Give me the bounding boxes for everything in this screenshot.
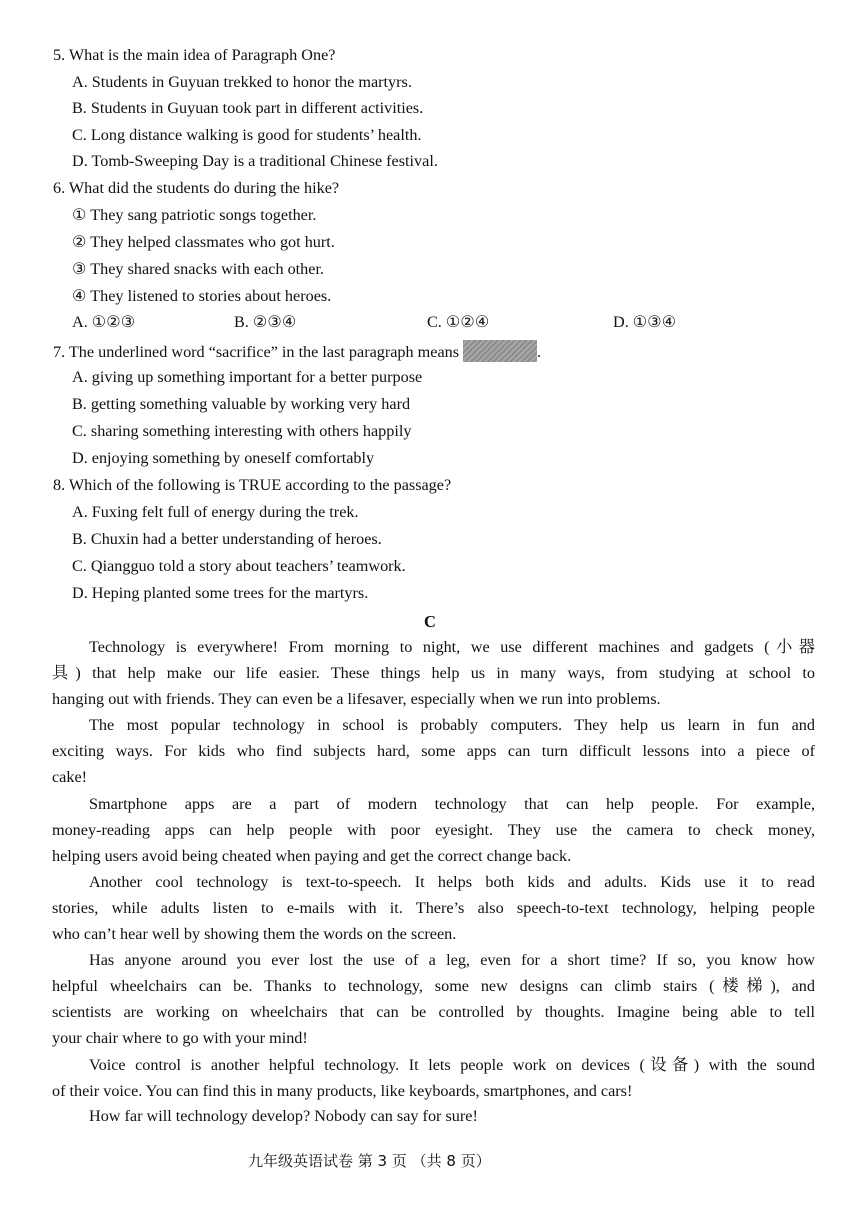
passage-line: who can’t hear well by showing them the words on the screen. <box>52 925 457 943</box>
passage-line: of their voice. You can find this in many products, like keyboards, smartphones, and cars! <box>52 1082 633 1100</box>
question-6-statement-3: ③ They shared snacks with each other. <box>72 260 325 278</box>
section-heading: C <box>424 612 436 631</box>
passage-line: The most popular technology in school is probably computers. They help us learn in fun and <box>89 716 815 734</box>
question-7-stem: 7. The underlined word “sacrifice” in the last paragraph means <box>53 343 460 361</box>
question-6-options <box>72 312 712 334</box>
question-6-statement-2: ② They helped classmates who got hurt. <box>72 233 335 251</box>
question-8-option-b: B. Chuxin had a better understanding of heroes. <box>72 530 382 548</box>
page-footer: 九年级英语试卷 第 3 页 （共 8 页） <box>248 1152 491 1170</box>
question-5-option-b: B. Students in Guyuan took part in different activities. <box>72 99 424 117</box>
passage-line: Technology is everywhere! From morning to night, we use different machines and gadgets (小器 <box>89 638 815 656</box>
passage-line: helpful wheelchairs can be. Thanks to technology, some new designs can climb stairs (楼梯), and <box>52 977 815 995</box>
passage-line: Has anyone around you ever lost the use of a leg, even for a short time? If so, you know how <box>89 951 815 969</box>
question-7-stem-end: . <box>537 343 542 361</box>
question-6-option-b: B. ②③④ <box>234 313 297 331</box>
question-5-option-c: C. Long distance walking is good for students’ health. <box>72 126 422 144</box>
passage-line: money-reading apps can help people with poor eyesight. They use the camera to check money, <box>52 821 815 839</box>
question-6-statement-4: ④ They listened to stories about heroes. <box>72 287 332 305</box>
question-6-stem: 6. What did the students do during the hike? <box>53 179 340 197</box>
passage-line: hanging out with friends. They can even be a lifesaver, especially when we run into problems. <box>52 690 661 708</box>
question-6-option-d: D. ①③④ <box>613 313 677 331</box>
passage-line: How far will technology develop? Nobody can say for sure! <box>89 1107 478 1125</box>
question-7-option-a: A. giving up something important for a better purpose <box>72 368 423 386</box>
question-8-option-a: A. Fuxing felt full of energy during the trek. <box>72 503 359 521</box>
passage-line: exciting ways. For kids who find subjects hard, some apps can turn difficult lessons into a piece of <box>52 742 815 760</box>
passage-line: 具) that help make our life easier. These things help us in many ways, from studying at school to <box>52 664 815 682</box>
question-5-option-a: A. Students in Guyuan trekked to honor the martyrs. <box>72 73 412 91</box>
question-8-option-d: D. Heping planted some trees for the martyrs. <box>72 584 369 602</box>
question-7-option-d: D. enjoying something by oneself comfortably <box>72 449 375 467</box>
passage-line: scientists are working on wheelchairs that can be controlled by thoughts. Imagine being able to tell <box>52 1003 815 1021</box>
passage-line: helping users avoid being cheated when paying and get the correct change back. <box>52 847 572 865</box>
passage-line: Smartphone apps are a part of modern technology that can help people. For example, <box>89 795 815 813</box>
question-7-option-c: C. sharing something interesting with others happily <box>72 422 412 440</box>
question-6-statement-1: ① They sang patriotic songs together. <box>72 206 317 224</box>
answer-blank <box>463 340 537 362</box>
passage-line: Another cool technology is text-to-speech. It helps both kids and adults. Kids use it to read <box>89 873 815 891</box>
question-8-option-c: C. Qiangguo told a story about teachers’ teamwork. <box>72 557 406 575</box>
question-6-option-c: C. ①②④ <box>427 313 490 331</box>
question-7-option-b: B. getting something valuable by working very hard <box>72 395 411 413</box>
question-8-stem: 8. Which of the following is TRUE according to the passage? <box>53 476 452 494</box>
question-5-stem: 5. What is the main idea of Paragraph One? <box>53 46 336 64</box>
passage-line: your chair where to go with your mind! <box>52 1029 308 1047</box>
question-5-option-d: D. Tomb-Sweeping Day is a traditional Chinese festival. <box>72 152 438 170</box>
question-6-option-a: A. ①②③ <box>72 313 136 331</box>
passage-line: Voice control is another helpful technology. It lets people work on devices (设备) with the sound <box>89 1056 815 1074</box>
passage-line: cake! <box>52 768 88 786</box>
question-7-stem-line <box>53 340 541 362</box>
passage-line: stories, while adults listen to e-mails with it. There’s also speech-to-text technology, helping people <box>52 899 815 917</box>
